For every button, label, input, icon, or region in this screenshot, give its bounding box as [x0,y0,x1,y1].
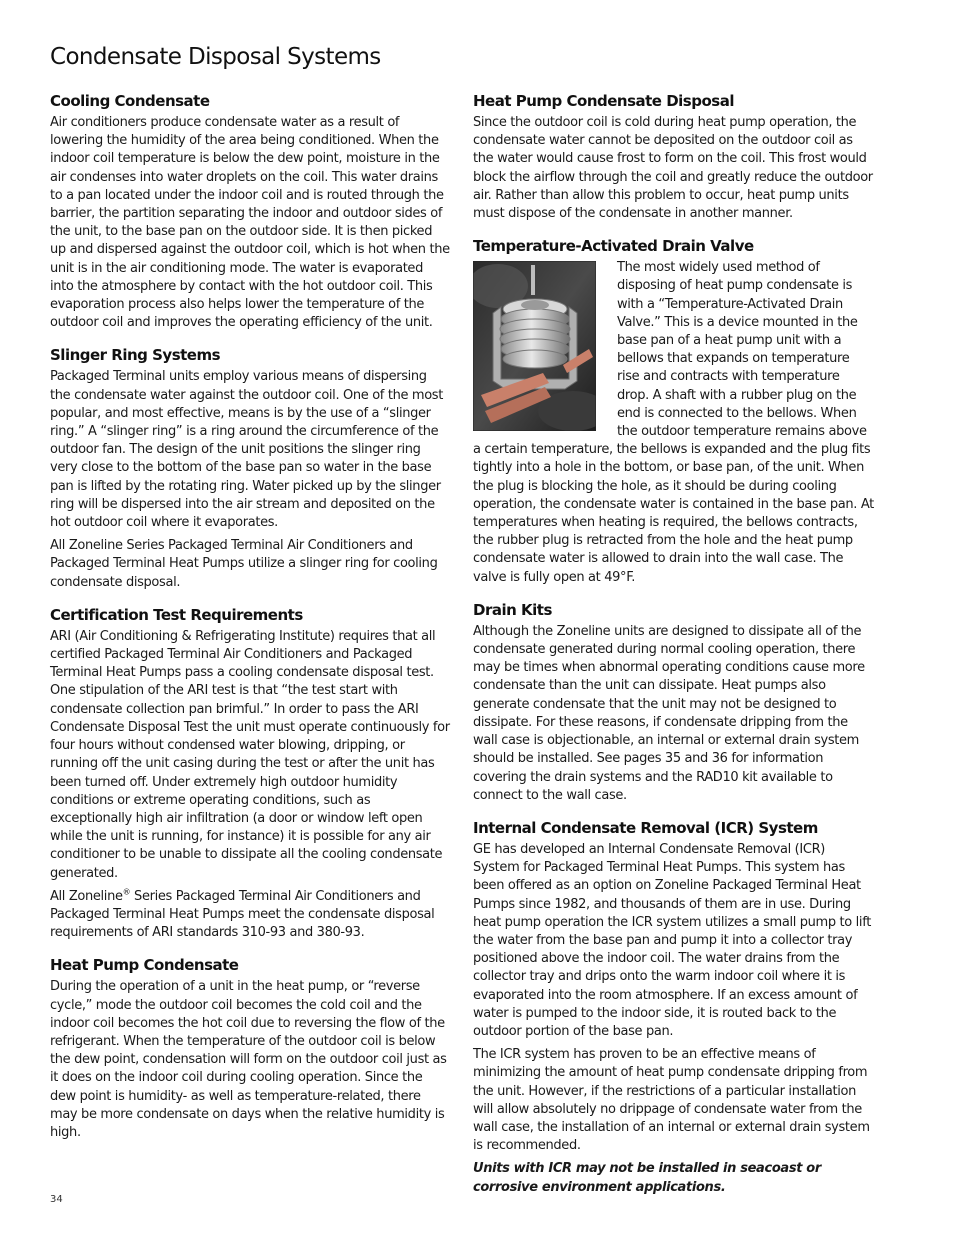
icr-system-text-1: GE has developed an Internal Condensate Removal (ICR) System for Packaged Terminal Heat Pumps. This system has been offered as an option on Zoneline Packaged Terminal Heat Pumps since 1982, and thousands of them are in use. During heat pump operation the ICR system utilizes a small pump to lift the water from the base pan and pump it into a collector tray positioned above the indoor coil. The water drains from the collector tray and drips onto the warm indoor coil where it is evaporated into the room atmosphere. If an excess amount of water is pumped to the indoor side, it is routed back to the outdoor portion of the base pan. [473,841,871,1039]
section-drain-valve [473,237,875,587]
section-slinger-ring [50,346,450,591]
heading-slinger-ring: Slinger Ring Systems [50,346,221,365]
certification-text-2-lead: All Zoneline [50,888,123,904]
right-column [473,92,875,1211]
heading-drain-valve: Temperature-Activated Drain Valve [473,237,754,256]
heading-drain-kits: Drain Kits [473,600,552,619]
section-certification [50,606,450,942]
icr-warning-note: Units with ICR may not be installed in seacoast or corrosive environment applications. [473,1161,821,1195]
heading-heat-pump-condensate: Heat Pump Condensate [50,956,239,975]
left-column [50,92,450,1156]
drain-kits-text: Although the Zoneline units are designed to dissipate all of the condensate generated during normal cooling operation, there may be times when abnormal operating conditions cause more condensate than the unit can dissipate. Heat pumps also generate condensate that the unit may not be designed to dissipate. For these reasons, if condensate dripping from the wall case is objectionable, an internal or external drain system should be installed. See pages 35 and 36 for information covering the drain systems and the RAD10 kit available to connect to the wall case. [473,623,865,803]
section-drain-kits [473,601,875,805]
section-cooling-condensate [50,92,450,332]
drain-valve-photo [473,261,596,431]
heading-heat-pump-disposal: Heat Pump Condensate Disposal [473,92,734,110]
drain-valve-text: The most widely used method of disposing of heat pump condensate is with a “Temperature-Activated Drain Valve.” This is a device mounted in the base pan of a heat pump unit with a bellows that expands on temperature rise and contracts with temperature drop. A shaft with a rubber plug on the end is connected to the bellows. When the outdoor temperature remains above a certain temperature, the bellows is expanded and the plug fits tightly into a hole in the bottom, or base pan, of the unit. When the plug is blocking the hole, as it should be during cooling operation, the condensate water is contained in the base pan. At temperatures when heating is required, the bellows contracts, the rubber plug is retracted from the hole and the heat pump condensate water is allowed to drain into the wall case. The valve is fully open at 49°F. [473,260,874,585]
slinger-ring-text-2: All Zoneline Series Packaged Terminal Air Conditioners and Packaged Terminal Heat Pumps utilize a slinger ring for cooling condensate disposal. [50,538,438,590]
heading-icr-system: Internal Condensate Removal (ICR) System [473,818,818,837]
heat-pump-disposal-text: Since the outdoor coil is cold during heat pump operation, the condensate water cannot be deposited on the outdoor coil as the water would cause frost to form on the coil. This frost would block the airflow through the coil and greatly reduce the outdoor air. Rather than allow this problem to occur, heat pump units must dispose of the condensate in another manner. [473,115,873,222]
heading-certification: Certification Test Requirements [50,605,303,624]
certification-text-2-rest: Series Packaged Terminal Air Conditioners and Packaged Terminal Heat Pumps meet the condensate disposal requirements of ARI standards 310-93 and 380-93. [50,888,435,941]
heading-cooling-condensate: Cooling Condensate [50,92,210,110]
icr-system-text-2: The ICR system has proven to be an effective means of minimizing the amount of heat pump condensate dripping from the unit. However, if the restrictions of a particular installation will allow absolutely no drippage of condensate water from the wall case, the installation of an internal or external drain system is recommended. [473,1047,870,1154]
certification-text-1: ARI (Air Conditioning & Refrigerating Institute) requires that all certified Packaged Terminal Air Conditioners and Packaged Terminal Heat Pumps pass a cooling condensate disposal test. One stipulation of the ARI test is that “the test start with condensate collection pan brimful.” In order to pass the ARI Condensate Disposal Test the unit must operate continuously for four hours without condensed water blowing, dripping, or running off the unit casing during the test or after the unit has been turned off. Under extremely high outdoor humidity conditions or extreme operating conditions, such as exceptionally high air infiltration (a door or window left open while the unit is running, for instance) it is possible for any air conditioner to be unable to dissipate all the cooling condensate generated. [50,628,450,881]
page-title: Condensate Disposal Systems [50,44,381,70]
section-icr-system [473,819,875,1197]
section-heat-pump-condensate [50,956,450,1142]
page-number: 34 [50,1194,63,1205]
certification-text-2 [50,888,450,943]
cooling-condensate-text: Air conditioners produce condensate water as a result of lowering the humidity of the area being conditioned. When the indoor coil temperature is below the dew point, moisture in the air condenses into water droplets on the coil. This water drains to a pan located under the indoor coil and is routed through the barrier, the partition separating the indoor and outdoor sides of the unit, to the base pan on the outdoor side. It is then picked up and dispersed against the outdoor coil, which is hot when the unit is in the air conditioning mode. The water is evaporated into the atmosphere by contact with the hot outdoor coil. This evaporation process also helps lower the temperature of the outdoor coil and improves the operating efficiency of the unit. [50,115,450,331]
registered-mark: ® [122,887,131,897]
slinger-ring-text-1: Packaged Terminal units employ various means of dispersing the condensate water against the outdoor coil. One of the most popular, and most effective, means is by the use of a “slinger ring.” A “slinger ring” is a ring around the circumference of the outdoor fan. The design of the unit positions the slinger ring very close to the bottom of the base pan so water in the base pan is lifted by the rotating ring. Water picked up by the slinger ring will be dispersed into the air stream and deposited on the hot outdoor coil where it evaporates. [50,369,443,531]
heat-pump-condensate-text: During the operation of a unit in the heat pump, or “reverse cycle,” mode the outdoor coil becomes the cold coil and the indoor coil becomes the hot coil due to reversing the flow of the refrigerant. When the temperature of the outdoor coil is below the dew point, condensation will form on the outdoor coil just as it does on the indoor coil during cooling operation. Since the dew point is humidity- as well as temperature-related, there may be more condensate on days when the relative humidity is high. [50,979,447,1140]
section-heat-pump-disposal [473,92,875,223]
